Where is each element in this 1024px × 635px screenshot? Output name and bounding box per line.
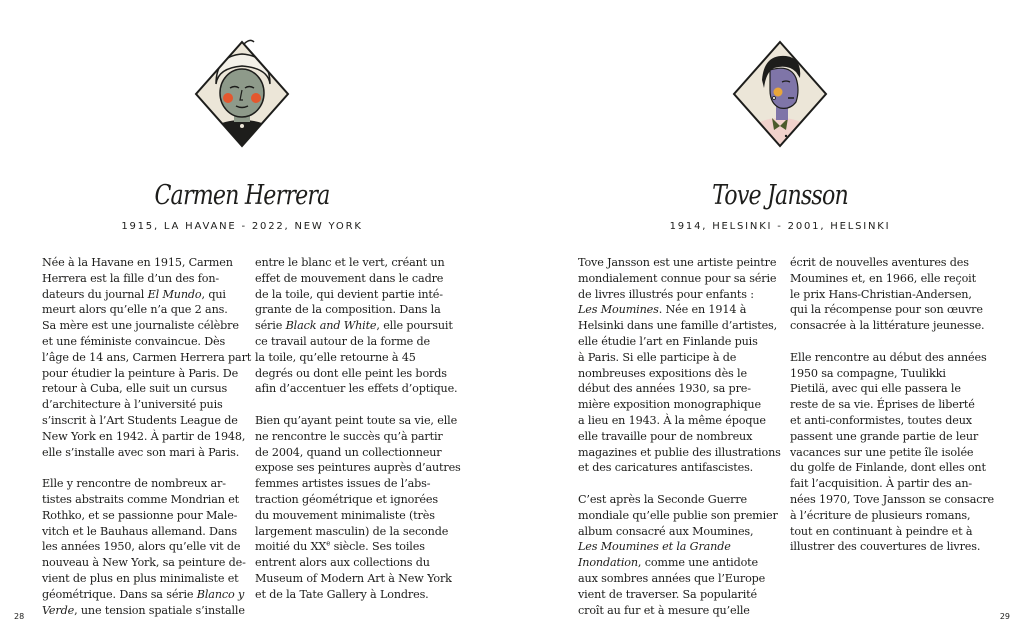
text-line: expose ses peintures auprès d’autres — [255, 461, 461, 475]
text-line: Elle rencontre au début des années — [790, 350, 987, 364]
text-line: Helsinki dans une famille d’artistes, — [578, 319, 778, 333]
text-line: nombreuses expositions dès le — [578, 366, 747, 380]
text-line: Les Moumines et la Grande — [578, 540, 731, 554]
text-line: tistes abstraits comme Mondrian et — [42, 492, 240, 506]
text-line: la toile, qu’elle retourne à 45 — [255, 350, 416, 364]
text-line: de livres illustrés pour enfants : — [578, 287, 754, 301]
portrait-carmen-herrera-icon — [192, 38, 292, 150]
text-line: Herrera est la fille d’un des fon- — [42, 271, 220, 285]
text-line: moitié du XXe siècle. Ses toiles — [255, 539, 425, 554]
artist-dates: 1915, LA HAVANE - 2022, NEW YORK — [121, 221, 363, 232]
text-line: mondialement connue pour sa série — [578, 271, 777, 285]
text-line: et de la Tate Gallery à Londres. — [255, 587, 429, 601]
paragraph-gap — [578, 476, 788, 492]
text-line: New York en 1942. À partir de 1948, — [42, 429, 246, 443]
text-line: retour à Cuba, elle suit un cursus — [42, 382, 228, 396]
text-line: Rothko, et se passionne pour Male- — [42, 508, 238, 522]
text-line: femmes artistes issues de l’abs- — [255, 477, 431, 491]
text-line: vient de traverser. Sa popularité — [578, 587, 758, 601]
text-line: du mouvement minimaliste (très — [255, 508, 435, 522]
text-line: elle s’installe avec son mari à Paris. — [42, 445, 240, 459]
text-line: de 2004, quand un collectionneur — [255, 445, 442, 459]
text-line: reste de sa vie. Éprises de liberté — [790, 398, 975, 412]
text-line: Née à la Havane en 1915, Carmen — [42, 256, 233, 269]
text-line: passent une grande partie de leur — [790, 429, 979, 443]
text-line: nées 1970, Tove Jansson se consacre — [790, 492, 995, 506]
bio-column-1 — [578, 255, 788, 618]
text-line: Pietilä, avec qui elle passera le — [790, 382, 961, 396]
paragraph-gap — [790, 334, 1000, 350]
text-line: ne rencontre le succès qu’à partir — [255, 429, 443, 443]
text-line: magazines et publie des illustrations — [578, 445, 781, 459]
text-line: dateurs du journal El Mundo, qui — [42, 287, 226, 301]
text-line: effet de mouvement dans le cadre — [255, 271, 444, 285]
text-line: vitch et le Bauhaus allemand. Dans — [42, 524, 238, 538]
text-line: s’inscrit à l’Art Students League de — [42, 413, 238, 427]
text-line: mondiale qu’elle publie son premier — [578, 508, 778, 522]
right-page — [512, 0, 1024, 635]
text-line: ce travail autour de la forme de — [255, 334, 431, 348]
text-line: de la toile, qui devient partie inté- — [255, 287, 443, 301]
page-number: 28 — [14, 612, 25, 621]
text-line: mière exposition monographique — [578, 398, 761, 412]
text-line: à Paris. Si elle participe à de — [578, 350, 737, 364]
text-line: Verde, une tension spatiale s’installe — [42, 603, 245, 617]
text-line: et anti-conformistes, toutes deux — [790, 413, 972, 427]
text-line: d’architecture à l’université puis — [42, 398, 223, 412]
text-line: traction géométrique et ignorées — [255, 492, 438, 506]
text-line: à l’écriture de plusieurs romans, — [790, 508, 971, 522]
text-line: l’âge de 14 ans, Carmen Herrera part — [42, 350, 252, 364]
artist-name: Carmen Herrera — [154, 180, 330, 211]
text-line: et une féministe convaincue. Dès — [42, 334, 226, 348]
artist-name: Tove Jansson — [712, 180, 848, 211]
text-line: fait l’acquisition. À partir des an- — [790, 477, 973, 491]
text-line: elle travaille pour de nombreux — [578, 429, 753, 443]
text-line: Tove Jansson est une artiste peintre — [578, 256, 777, 269]
text-line: géométrique. Dans sa série Blanco y — [42, 587, 245, 601]
text-line: Sa mère est une journaliste célèbre — [42, 319, 239, 333]
text-line: vient de plus en plus minimaliste et — [42, 571, 239, 585]
bio-column-2 — [790, 255, 1000, 555]
text-line: nouveau à New York, sa peinture de- — [42, 556, 246, 570]
paragraph-gap — [42, 460, 252, 476]
text-line: aux sombres années que l’Europe — [578, 571, 766, 585]
text-line: vacances sur une petite île isolée — [790, 445, 974, 459]
bio-column-1 — [42, 255, 252, 618]
text-line: Moumines et, en 1966, elle reçoit — [790, 271, 976, 285]
text-line: a lieu en 1943. À la même époque — [578, 413, 766, 427]
text-line: début des années 1930, sa pre- — [578, 382, 751, 396]
text-line: entre le blanc et le vert, créant un — [255, 256, 445, 269]
text-line: grante de la composition. Dans la — [255, 303, 441, 317]
text-line: illustrer des couvertures de livres. — [790, 540, 981, 554]
text-line: album consacré aux Moumines, — [578, 524, 754, 538]
artist-dates: 1914, HELSINKI - 2001, HELSINKI — [669, 221, 891, 232]
text-line: série Black and White, elle poursuit — [255, 319, 453, 333]
text-line: Inondation, comme une antidote — [578, 556, 758, 570]
text-line: Elle y rencontre de nombreux ar- — [42, 477, 226, 491]
text-line: du golfe de Finlande, dont elles ont — [790, 461, 986, 475]
text-line: Les Moumines. Née en 1914 à — [578, 303, 747, 317]
text-line: les années 1950, alors qu’elle vit de — [42, 540, 241, 554]
text-line: croît au fur et à mesure qu’elle — [578, 603, 750, 617]
text-line: C’est après la Seconde Guerre — [578, 492, 747, 506]
text-line: consacrée à la littérature jeunesse. — [790, 319, 985, 333]
text-line: Museum of Modern Art à New York — [255, 571, 452, 585]
text-line: 1950 sa compagne, Tuulikki — [790, 366, 946, 380]
text-line: qui la récompense pour son œuvre — [790, 303, 983, 317]
text-line: pour étudier la peinture à Paris. De — [42, 366, 239, 380]
text-line: meurt alors qu’elle n’a que 2 ans. — [42, 303, 228, 317]
bio-column-2 — [255, 255, 465, 603]
text-line: elle étudie l’art en Finlande puis — [578, 334, 758, 348]
text-line: le prix Hans-Christian-Andersen, — [790, 287, 972, 301]
text-line: Bien qu’ayant peint toute sa vie, elle — [255, 413, 458, 427]
paragraph-gap — [255, 397, 465, 413]
text-line: écrit de nouvelles aventures des — [790, 256, 969, 269]
text-line: afin d’accentuer les effets d’optique. — [255, 382, 458, 396]
text-line: et des caricatures antifascistes. — [578, 461, 754, 475]
portrait-tove-jansson-icon — [730, 38, 830, 150]
page-number: 29 — [999, 612, 1010, 621]
text-line: entrent alors aux collections du — [255, 556, 430, 570]
text-line: largement masculin) de la seconde — [255, 524, 449, 538]
text-line: degrés ou dont elle peint les bords — [255, 366, 447, 380]
text-line: tout en continuant à peindre et à — [790, 524, 973, 538]
